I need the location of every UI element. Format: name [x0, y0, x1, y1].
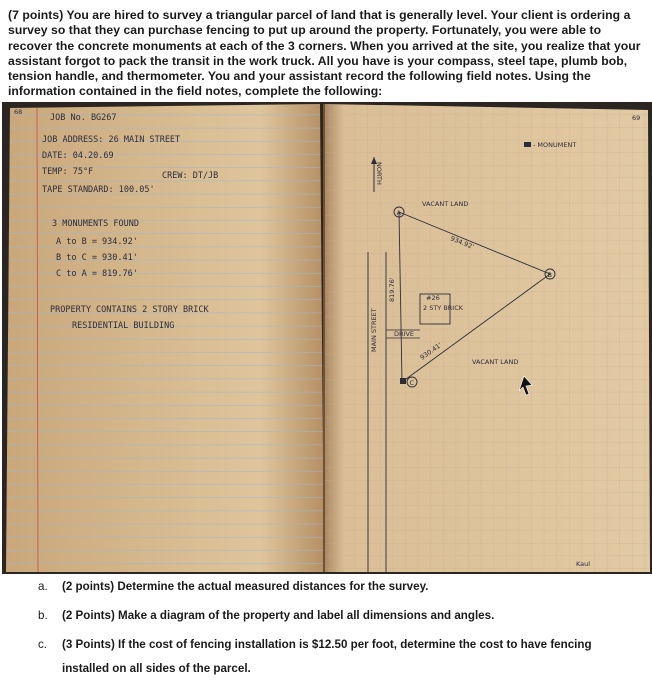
distance-ca: C to A = 819.76' — [56, 269, 138, 279]
point-a-label: A — [396, 209, 401, 217]
monument-c-icon — [400, 378, 406, 384]
field-book — [2, 102, 652, 574]
date: DATE: 04.20.69 — [42, 151, 114, 161]
length-ab-label: 934.92' — [449, 234, 475, 252]
job-number: JOB No. BG267 — [50, 113, 117, 123]
signature: Kaul — [576, 560, 591, 568]
point-c-label: C — [409, 379, 415, 387]
street-width-label: 819.76' — [388, 277, 396, 302]
length-bc-label: 930.41' — [418, 341, 444, 362]
question-b — [38, 609, 494, 622]
driveway-label: DRIVE — [394, 330, 414, 338]
page-number-right: 69 — [632, 114, 641, 122]
page-number-left: 68 — [14, 108, 23, 116]
question-a-label: a. — [38, 580, 48, 593]
property-note-1: PROPERTY CONTAINS 2 STORY BRICK — [50, 305, 209, 315]
house-number: #26 — [426, 294, 440, 302]
question-a — [38, 580, 428, 593]
house-label: 2 STY BRICK — [423, 304, 464, 312]
north-label: NORTH — [375, 162, 383, 185]
question-a-text: (2 points) Determine the actual measured distances for the survey. — [62, 580, 429, 593]
distance-bc: B to C = 930.41' — [56, 253, 138, 263]
question-c-label: c. — [38, 638, 48, 651]
problem-intro: (7 points) You are hired to survey a triangular parcel of land that is generally level. Your client is ordering a survey so that they can purchase fencing to put up around the property. Fortunately, you were able to recover the concrete monuments at each of the 3 corners. When you arrived at the site, you realize that your assistant forgot to pack the transit in the work truck. All you have is your compass, steel tape, plumb bob, tension handle, and thermometer. You and your assistant record the following field notes. Using the information contained in the field notes, complete the following: — [8, 8, 641, 99]
temperature: TEMP: 75°F — [42, 167, 94, 177]
question-c-text: (3 Points) If the cost of fencing installation is $12.50 per foot, determine the cost to have fencing — [62, 638, 592, 651]
tape-standard: TAPE STANDARD: 100.05' — [42, 185, 155, 195]
question-b-label: b. — [38, 609, 48, 622]
distance-ab: A to B = 934.92' — [56, 237, 138, 247]
monuments-found: 3 MONUMENTS FOUND — [52, 219, 139, 229]
question-c-continued: installed on all sides of the parcel. — [62, 662, 251, 675]
question-c — [38, 638, 592, 651]
point-b-label: B — [547, 271, 552, 279]
crew: CREW: DT/JB — [162, 171, 219, 181]
property-note-2: RESIDENTIAL BUILDING — [72, 321, 175, 331]
job-address: JOB ADDRESS: 26 MAIN STREET — [42, 135, 181, 145]
question-b-text: (2 Points) Make a diagram of the property and label all dimensions and angles. — [62, 609, 495, 622]
vacant-land-south: VACANT LAND — [472, 358, 519, 366]
monument-legend: - MONUMENT — [533, 141, 577, 149]
field-book-photo — [2, 102, 652, 574]
street-label: MAIN STREET — [370, 308, 378, 352]
vacant-land-north: VACANT LAND — [422, 200, 469, 208]
monument-legend-icon — [524, 142, 531, 147]
